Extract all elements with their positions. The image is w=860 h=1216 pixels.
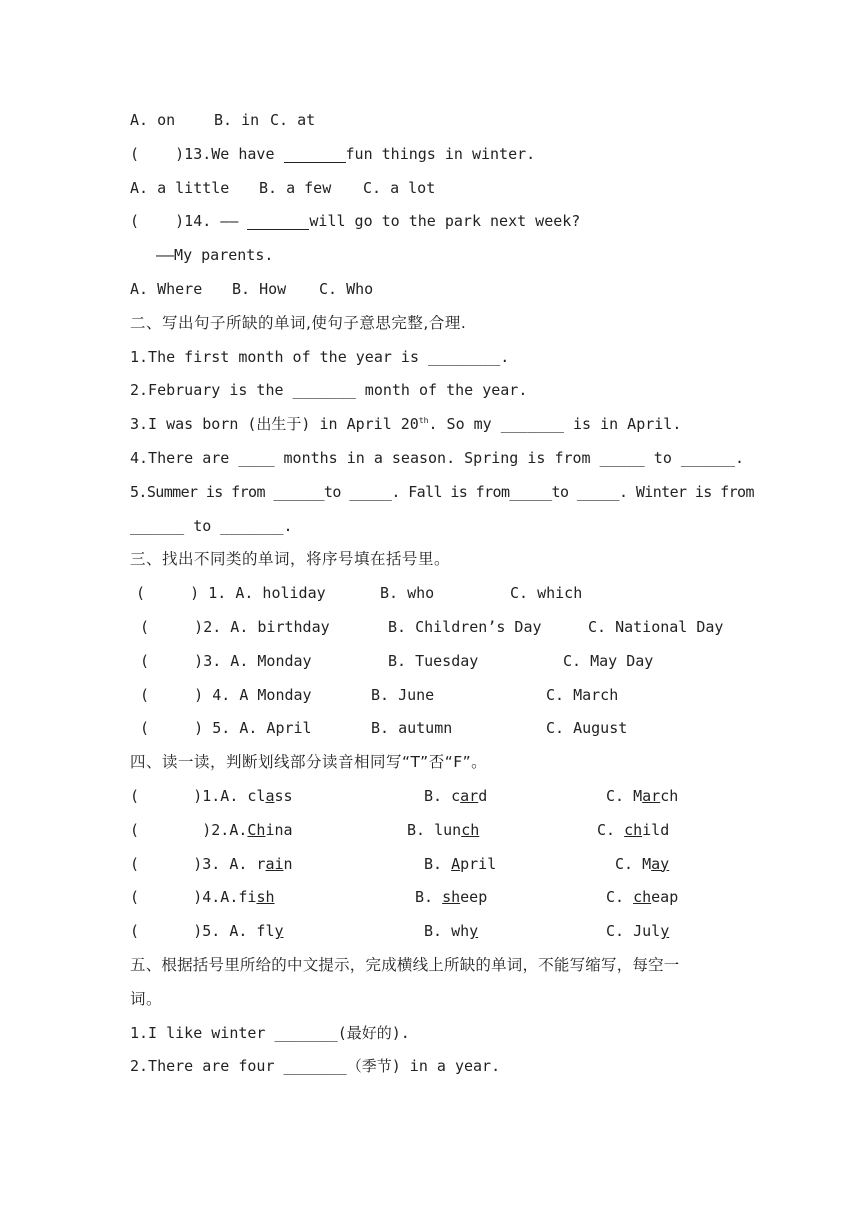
section-4-row-2: ( )2.A.China B. lunch C. child [130, 820, 670, 839]
q13-stem: ( )13.We have [130, 144, 284, 163]
option-b: B. How [232, 279, 287, 298]
option-c: C. at [270, 111, 316, 129]
section-3-row-5: ( ) 5. A. April B. autumn C. August [140, 719, 628, 738]
option-c: C. Who [319, 279, 374, 298]
option-c: C. a lot [363, 178, 436, 197]
q14-answer: ——My parents. [156, 246, 274, 265]
section-3-row-2: ( )2. A. birthday B. Children’s Day C. National Day [140, 617, 724, 636]
q12-options [130, 104, 750, 138]
question-14 [130, 205, 750, 239]
answer-blank [284, 144, 346, 163]
q13-options [130, 172, 750, 206]
section-3-row-3: ( )3. A. Monday B. Tuesday C. May Day [140, 651, 654, 670]
section-2-heading: 二、写出句子所缺的单词,使句子意思完整,合理. [130, 313, 467, 332]
q14-stem-end: will go to the park next week? [309, 212, 581, 231]
option-a: A. a little [130, 178, 230, 197]
section-3-row-1: ( ) 1. A. holiday B. who C. which [136, 584, 583, 603]
q14-options [130, 273, 750, 307]
section-5-heading-cont: 词。 [130, 989, 163, 1008]
question-13 [130, 138, 750, 172]
option-b: B. in [214, 111, 260, 129]
option-b: B. a few [259, 178, 332, 197]
section-3-row-4: ( ) 4. A Monday B. June C. March [140, 685, 619, 704]
answer-blank [247, 211, 309, 230]
section-2-item-5-cont: ______ to _______. [130, 516, 293, 535]
section-4-row-1: ( )1.A. class B. card C. March [130, 786, 679, 805]
q13-stem-end: fun things in winter. [345, 144, 536, 163]
section-5-item-1: 1.I like winter _______(最好的). [130, 1023, 410, 1042]
section-4-heading: 四、读一读，判断划线部分读音相同写“T”否“F”。 [130, 753, 488, 772]
section-2-item-1: 1.The first month of the year is ________. [130, 347, 510, 366]
section-4-row-3: ( )3. A. rain B. April C. May [130, 854, 670, 873]
option-a: A. on [130, 111, 176, 129]
section-2-item-4: 4.There are ____ months in a season. Spring is from _____ to ______. [130, 448, 745, 467]
section-5-heading: 五、根据括号里所给的中文提示，完成横线上所缺的单词，不能写缩写，每空一 [130, 955, 680, 974]
section-2-item-5: 5.Summer is from ______to _____. Fall is from_____to _____. Winter is from [130, 482, 754, 501]
option-a: A. Where [130, 279, 203, 298]
section-4-row-5: ( )5. A. fly B. why C. July [130, 922, 670, 941]
worksheet-page [130, 104, 754, 1084]
section-2-item-3: 3.I was born (出生于) in April 20th. So my _______ is in April. [130, 415, 682, 434]
section-2-item-2: 2.February is the _______ month of the year. [130, 381, 528, 400]
q14-stem: ( )14. —— [130, 212, 248, 231]
section-3-heading: 三、找出不同类的单词，将序号填在括号里。 [130, 550, 451, 569]
section-5-item-2: 2.There are four _______（季节) in a year. [130, 1057, 501, 1076]
section-4-row-4: ( )4.A.fish B. sheep C. cheap [130, 888, 679, 907]
